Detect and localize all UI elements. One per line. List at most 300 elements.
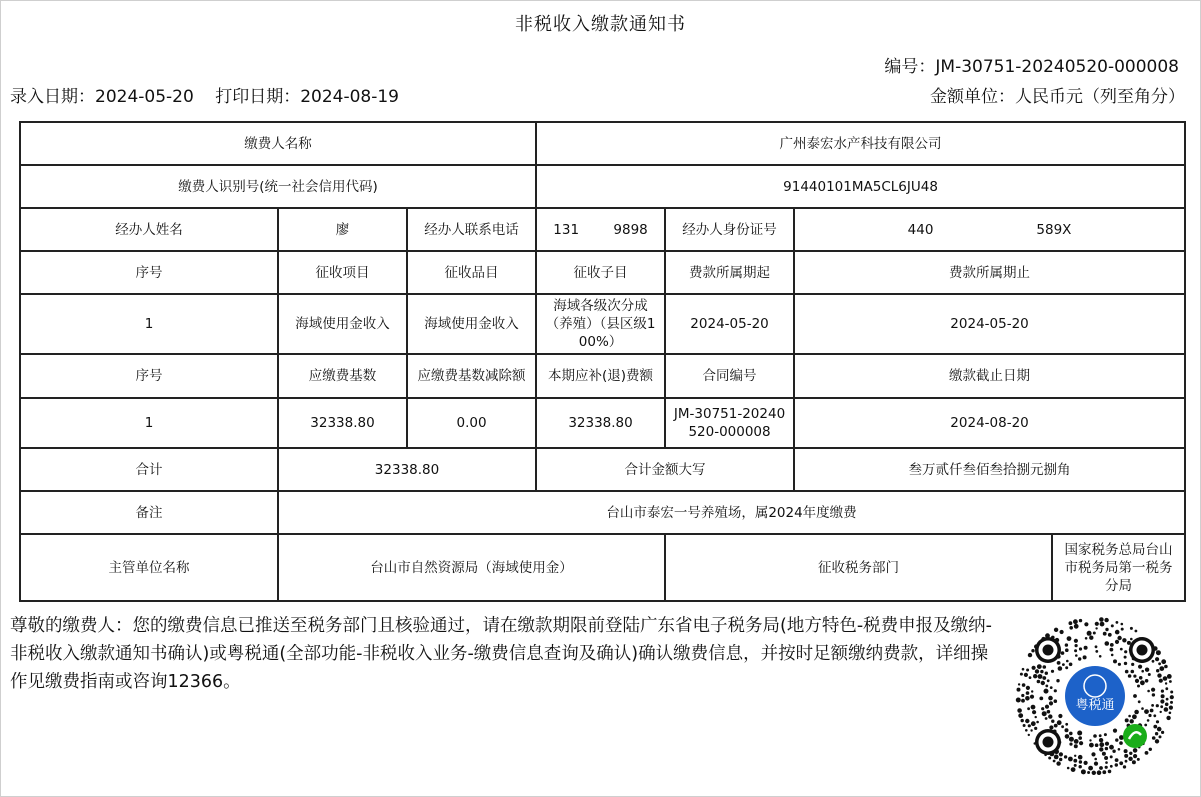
qr-dot bbox=[1110, 765, 1113, 768]
qr-dot bbox=[1164, 665, 1168, 669]
notice-table bbox=[19, 121, 1186, 602]
qr-dot bbox=[1058, 666, 1063, 671]
qr-dot bbox=[1088, 766, 1093, 771]
payer-id-label: 缴费人识别号(统一社会信用代码) bbox=[20, 165, 536, 208]
qr-dot bbox=[1036, 721, 1039, 724]
qr-dot bbox=[1151, 688, 1155, 692]
qr-dot bbox=[1156, 720, 1159, 723]
qr-dot bbox=[1051, 670, 1054, 673]
qr-dot bbox=[1078, 755, 1083, 760]
qr-dot bbox=[1097, 770, 1102, 775]
qr-dot bbox=[1079, 760, 1082, 763]
qr-dot bbox=[1095, 650, 1098, 653]
qr-dot bbox=[1112, 750, 1115, 753]
qr-dot bbox=[1148, 673, 1151, 676]
qr-dot bbox=[1093, 632, 1096, 635]
qr-dot bbox=[1145, 751, 1149, 755]
qr-dot bbox=[1025, 719, 1029, 723]
qr-dot bbox=[1020, 673, 1023, 676]
qr-dot bbox=[1091, 752, 1095, 756]
qr-dot bbox=[1016, 698, 1021, 703]
qr-dot bbox=[1025, 729, 1028, 732]
qr-dot bbox=[1099, 747, 1103, 751]
qr-dot bbox=[1130, 627, 1133, 630]
qr-dot bbox=[1084, 622, 1088, 626]
qr-dot bbox=[1134, 710, 1139, 715]
qr-dot bbox=[1125, 718, 1129, 722]
row-period-end: 2024-05-20 bbox=[794, 294, 1185, 354]
qr-dot bbox=[1148, 714, 1151, 717]
qr-dot bbox=[1115, 763, 1118, 766]
qr-dot bbox=[1161, 731, 1164, 734]
qr-dot bbox=[1160, 705, 1163, 708]
qr-finder-dot bbox=[1137, 645, 1148, 656]
qr-dot bbox=[1051, 720, 1054, 723]
qr-dot bbox=[1105, 766, 1108, 769]
qr-dot bbox=[1138, 665, 1142, 669]
qr-dot bbox=[1087, 771, 1090, 774]
remark: 台山市泰宏一号养殖场，属2024年度缴费 bbox=[278, 491, 1185, 534]
qr-dot bbox=[1075, 654, 1078, 657]
qr-dot bbox=[1165, 687, 1168, 690]
qr-dot bbox=[1132, 714, 1137, 719]
qr-dot bbox=[1123, 765, 1126, 768]
qr-dot bbox=[1110, 755, 1113, 758]
qr-dot bbox=[1166, 716, 1170, 720]
qr-label: 粤税通 bbox=[1075, 698, 1115, 713]
header-base: 应缴费基数 bbox=[278, 354, 407, 398]
payer-id: 91440101MA5CL6JU48 bbox=[536, 165, 1185, 208]
qr-dot bbox=[1081, 769, 1086, 774]
qr-dot bbox=[1069, 737, 1074, 742]
qr-dot bbox=[1074, 739, 1079, 744]
qr-dot bbox=[1113, 729, 1117, 733]
authority: 台山市自然资源局（海域使用金） bbox=[278, 534, 665, 601]
qr-dot bbox=[1115, 640, 1119, 644]
entry-date: 录入日期：2024-05-20 bbox=[10, 87, 194, 107]
qr-dot bbox=[1113, 659, 1117, 663]
qr-dot bbox=[1119, 761, 1123, 765]
qr-dot bbox=[1074, 624, 1079, 629]
qr-dot bbox=[1083, 655, 1087, 659]
qr-dot bbox=[1102, 752, 1106, 756]
qr-dot bbox=[1054, 699, 1058, 703]
qr-dot bbox=[1043, 665, 1047, 669]
qr-dot bbox=[1152, 693, 1155, 696]
qr-dot bbox=[1049, 725, 1053, 729]
notice-text: 尊敬的缴费人：您的缴费信息已推送至税务部门且核验通过，请在缴款期限前登陆广东省电子税务局(地方特色-税费申报及缴纳-非税收入缴款通知书确认)或粤税通(全部功能-非税收入业务-缴费信息查询及确认)确认缴费信息，并按时足额缴纳费款，详细操作见缴费指南或咨询12366。 bbox=[10, 616, 992, 692]
qr-dot bbox=[1037, 680, 1041, 684]
qr-dot bbox=[1121, 628, 1124, 631]
qr-dot bbox=[1115, 738, 1118, 741]
qr-dot bbox=[1145, 668, 1149, 672]
qr-dot bbox=[1040, 670, 1043, 673]
qr-dot bbox=[1031, 721, 1036, 726]
qr-dot bbox=[1049, 701, 1053, 705]
qr-dot bbox=[1105, 641, 1110, 646]
qr-dot bbox=[1067, 767, 1070, 770]
qr-code[interactable] bbox=[1010, 612, 1180, 780]
qr-dot bbox=[1151, 704, 1154, 707]
qr-dot bbox=[1045, 685, 1048, 688]
row-period-start: 2024-05-20 bbox=[665, 294, 794, 354]
qr-dot bbox=[1031, 649, 1034, 652]
table-row bbox=[20, 294, 1185, 354]
agent-idcard-label: 经办人身份证号 bbox=[665, 208, 794, 251]
qr-dot bbox=[1109, 745, 1114, 750]
qr-dot bbox=[1023, 724, 1026, 727]
qr-dot bbox=[1144, 724, 1147, 727]
qr-dot bbox=[1130, 719, 1134, 723]
qr-dot bbox=[1127, 641, 1131, 645]
qr-dot bbox=[1031, 705, 1036, 710]
row-deadline: 2024-08-20 bbox=[794, 398, 1185, 448]
qr-dot bbox=[1026, 669, 1029, 672]
qr-dot bbox=[1104, 756, 1108, 760]
qr-dot bbox=[1026, 691, 1030, 695]
qr-dot bbox=[1060, 630, 1064, 634]
qr-dot bbox=[1058, 714, 1062, 718]
qr-dot bbox=[1133, 694, 1137, 698]
qr-dot bbox=[1141, 707, 1144, 710]
qr-dot bbox=[1069, 732, 1073, 736]
qr-dot bbox=[1066, 660, 1069, 663]
qr-dot bbox=[1105, 628, 1108, 631]
qr-dot bbox=[1034, 727, 1037, 730]
qr-dot bbox=[1118, 663, 1121, 666]
qr-dot bbox=[1104, 618, 1108, 622]
qr-dot bbox=[1161, 690, 1164, 693]
qr-dot bbox=[1133, 754, 1137, 758]
qr-dot bbox=[1031, 690, 1033, 692]
qr-dot bbox=[1159, 666, 1164, 671]
qr-dot bbox=[1074, 755, 1076, 757]
qr-dot bbox=[1021, 694, 1024, 697]
qr-dot bbox=[1099, 766, 1103, 770]
table-row bbox=[20, 122, 1185, 165]
page-title: 非税收入缴款通知书 bbox=[515, 14, 686, 35]
qr-dot bbox=[1147, 719, 1150, 722]
qr-dot bbox=[1095, 622, 1099, 626]
wechat-miniprogram-icon bbox=[1123, 724, 1147, 748]
qr-dot bbox=[1035, 669, 1039, 673]
qr-dot bbox=[1169, 706, 1173, 710]
qr-dot bbox=[1133, 675, 1136, 678]
qr-dot bbox=[1155, 739, 1159, 743]
agent-name: 廖 bbox=[278, 208, 407, 251]
qr-dot bbox=[1099, 742, 1104, 747]
table-row bbox=[20, 165, 1185, 208]
qr-dot bbox=[1094, 758, 1097, 761]
qr-dot bbox=[1120, 648, 1123, 651]
qr-dot bbox=[1099, 617, 1104, 622]
qr-dot bbox=[1033, 674, 1037, 678]
qr-dot bbox=[1156, 650, 1161, 655]
qr-dot bbox=[1103, 632, 1107, 636]
qr-dot bbox=[1079, 765, 1082, 768]
qr-dot bbox=[1017, 688, 1021, 692]
qr-dot bbox=[1144, 709, 1149, 714]
qr-dot bbox=[1130, 638, 1133, 641]
qr-dot bbox=[1042, 676, 1046, 680]
qr-dot bbox=[1128, 715, 1131, 718]
qr-dot bbox=[1155, 657, 1159, 661]
header-subitem: 征收子目 bbox=[536, 251, 665, 294]
document-number: 编号：JM-30751-20240520-000008 bbox=[884, 57, 1179, 77]
qr-dot bbox=[1170, 695, 1174, 699]
qr-dot bbox=[1030, 729, 1032, 731]
row-subitem: 海域各级次分成（养殖）（县区级100%） bbox=[536, 294, 665, 354]
qr-dot bbox=[1152, 660, 1155, 663]
qr-dot bbox=[1125, 760, 1128, 763]
qr-dot bbox=[1124, 650, 1127, 653]
qr-dot bbox=[1095, 645, 1098, 648]
qr-dot bbox=[1128, 674, 1132, 678]
qr-dot bbox=[1032, 666, 1036, 670]
row-seq: 1 bbox=[20, 294, 278, 354]
qr-dot bbox=[1029, 676, 1032, 679]
qr-dot bbox=[1094, 762, 1098, 766]
qr-dot bbox=[1111, 624, 1114, 627]
qr-dot bbox=[1024, 673, 1028, 677]
header-period-end: 费款所属期止 bbox=[794, 251, 1185, 294]
qr-dot bbox=[1039, 697, 1043, 701]
row-contract: JM-30751-20240520-000008 bbox=[665, 398, 794, 448]
qr-dot bbox=[1167, 674, 1172, 679]
header-seq: 序号 bbox=[20, 251, 278, 294]
qr-dot bbox=[1028, 653, 1032, 657]
qr-dot bbox=[1159, 735, 1162, 738]
qr-dot bbox=[1064, 755, 1067, 758]
qr-dot bbox=[1022, 668, 1025, 671]
agent-phone: 131 9898 bbox=[536, 208, 665, 251]
qr-dot bbox=[1099, 734, 1102, 737]
qr-dot bbox=[1030, 695, 1034, 699]
authority-row bbox=[20, 534, 1185, 601]
qr-dot bbox=[1038, 674, 1043, 679]
qr-dot bbox=[1048, 696, 1053, 701]
print-date: 打印日期：2024-08-19 bbox=[215, 87, 399, 107]
total-words-label: 合计金额大写 bbox=[536, 448, 794, 491]
header-contract: 合同编号 bbox=[665, 354, 794, 398]
qr-dot bbox=[1057, 720, 1062, 725]
qr-dot bbox=[1018, 713, 1023, 718]
qr-dot bbox=[1071, 767, 1076, 772]
qr-dot bbox=[1124, 656, 1127, 659]
qr-dot bbox=[1059, 752, 1063, 756]
qr-dot bbox=[1045, 672, 1048, 675]
row-item: 海域使用金收入 bbox=[278, 294, 407, 354]
qr-dot bbox=[1079, 741, 1083, 745]
qr-dot bbox=[1140, 680, 1145, 685]
header-seq-2: 序号 bbox=[20, 354, 278, 398]
qr-dot bbox=[1105, 747, 1108, 750]
qr-dot bbox=[1074, 649, 1077, 652]
qr-dot bbox=[1095, 743, 1099, 747]
qr-dot bbox=[1099, 738, 1103, 742]
qr-dot bbox=[1153, 725, 1157, 729]
qr-dot bbox=[1048, 757, 1051, 760]
qr-dot bbox=[1075, 644, 1078, 647]
qr-dot bbox=[1137, 758, 1140, 761]
header-category: 征收品目 bbox=[407, 251, 536, 294]
qr-dot bbox=[1160, 711, 1162, 713]
qr-dot bbox=[1084, 646, 1088, 650]
date-line bbox=[10, 82, 399, 107]
qr-dot bbox=[1047, 679, 1050, 682]
qr-dot bbox=[1069, 626, 1073, 630]
qr-dot bbox=[1065, 666, 1068, 669]
qr-dot bbox=[1032, 710, 1036, 714]
qr-dot bbox=[1124, 749, 1128, 753]
table-header-row bbox=[20, 251, 1185, 294]
qr-dot bbox=[1115, 630, 1120, 635]
qr-dot bbox=[1145, 679, 1149, 683]
qr-dot bbox=[1069, 663, 1073, 667]
qr-dot bbox=[1139, 676, 1143, 680]
qr-dot bbox=[1100, 622, 1105, 627]
agent-idcard: 440 589X bbox=[794, 208, 1185, 251]
qr-dot bbox=[1057, 661, 1061, 665]
qr-dot bbox=[1163, 676, 1168, 681]
remark-label: 备注 bbox=[20, 491, 278, 534]
qr-dot bbox=[1135, 679, 1139, 683]
qr-dot bbox=[1170, 691, 1173, 694]
tax-dept-label: 征收税务部门 bbox=[665, 534, 1052, 601]
qr-dot bbox=[1110, 643, 1114, 647]
qr-dot bbox=[1157, 673, 1161, 677]
payer-name: 广州泰宏水产科技有限公司 bbox=[536, 122, 1185, 165]
qr-dot bbox=[1138, 700, 1141, 703]
qr-dot bbox=[1059, 758, 1062, 761]
qr-dot bbox=[1129, 752, 1132, 755]
qr-dot bbox=[1065, 728, 1069, 732]
header-reduction: 应缴费基数减除额 bbox=[407, 354, 536, 398]
qr-dot bbox=[1159, 679, 1163, 683]
qr-finder-dot bbox=[1043, 737, 1054, 748]
qr-dot bbox=[1117, 636, 1121, 640]
qr-dot bbox=[1041, 707, 1044, 710]
tax-dept: 国家税务总局台山市税务局第一税务分局 bbox=[1052, 534, 1185, 601]
qr-dot bbox=[1160, 699, 1164, 703]
qr-dot bbox=[1067, 636, 1072, 641]
qr-dot bbox=[1166, 698, 1169, 701]
qr-dot bbox=[1124, 662, 1127, 665]
qr-dot bbox=[1074, 764, 1077, 767]
qr-dot bbox=[1161, 659, 1166, 664]
qr-dot bbox=[1093, 734, 1097, 738]
qr-dot bbox=[1065, 643, 1068, 646]
qr-dot bbox=[1125, 670, 1129, 674]
qr-dot bbox=[1152, 736, 1156, 740]
qr-dot bbox=[1156, 704, 1159, 707]
header-deadline: 缴款截止日期 bbox=[794, 354, 1185, 398]
authority-label: 主管单位名称 bbox=[20, 534, 278, 601]
qr-dot bbox=[1044, 689, 1049, 694]
qr-dot bbox=[1121, 623, 1124, 626]
qr-dot bbox=[1028, 734, 1030, 736]
qr-dot bbox=[1131, 670, 1135, 674]
qr-dot bbox=[1169, 680, 1172, 683]
qr-dot bbox=[1045, 717, 1048, 720]
qr-dot bbox=[1089, 743, 1094, 748]
qr-dot bbox=[1054, 628, 1058, 632]
qr-dot bbox=[1037, 664, 1042, 669]
qr-dot bbox=[1050, 686, 1053, 689]
qr-dot bbox=[1048, 714, 1052, 718]
qr-dot bbox=[1108, 633, 1112, 637]
qr-dot bbox=[1102, 770, 1106, 774]
qr-dot bbox=[1116, 621, 1119, 624]
row-amount: 32338.80 bbox=[536, 398, 665, 448]
qr-dot bbox=[1105, 761, 1108, 764]
row-seq-2: 1 bbox=[20, 398, 278, 448]
total-amount: 32338.80 bbox=[278, 448, 536, 491]
qr-dot bbox=[1099, 655, 1102, 658]
qr-dot bbox=[1157, 727, 1162, 732]
qr-dot bbox=[1017, 708, 1022, 713]
qr-dot bbox=[1118, 748, 1121, 751]
qr-dot bbox=[1133, 748, 1138, 753]
qr-dot bbox=[1150, 709, 1154, 713]
qr-dot bbox=[1018, 683, 1020, 685]
qr-dot bbox=[1089, 739, 1091, 741]
qr-dot bbox=[1085, 637, 1088, 640]
qr-dot bbox=[1141, 670, 1144, 673]
agent-phone-label: 经办人联系电话 bbox=[407, 208, 536, 251]
qr-code-graphic bbox=[1010, 612, 1180, 780]
qr-dot bbox=[1110, 648, 1114, 652]
qr-dot bbox=[1054, 689, 1057, 692]
qr-dot bbox=[1169, 712, 1172, 715]
qr-dot bbox=[1069, 621, 1073, 625]
qr-dot bbox=[1021, 699, 1025, 703]
qr-dot bbox=[1056, 679, 1059, 682]
qr-dot bbox=[1078, 736, 1082, 740]
qr-dot bbox=[1028, 724, 1031, 727]
qr-dot bbox=[1131, 663, 1134, 666]
header-period-start: 费款所属期起 bbox=[665, 251, 794, 294]
qr-dot bbox=[1155, 732, 1158, 735]
qr-dot bbox=[1047, 710, 1051, 714]
qr-dot bbox=[1111, 654, 1114, 657]
qr-dot bbox=[1170, 701, 1173, 704]
qr-dot bbox=[1132, 760, 1136, 764]
qr-dot bbox=[1078, 657, 1081, 660]
qr-dot bbox=[1164, 707, 1169, 712]
qr-dot bbox=[1056, 761, 1060, 765]
qr-dot bbox=[1135, 630, 1138, 633]
qr-dot bbox=[1087, 631, 1092, 636]
header-item: 征收项目 bbox=[278, 251, 407, 294]
qr-dot bbox=[1073, 619, 1078, 624]
qr-dot bbox=[1122, 638, 1126, 642]
table-row bbox=[20, 398, 1185, 448]
qr-dot bbox=[1137, 685, 1140, 688]
qr-dot bbox=[1068, 757, 1073, 762]
qr-dot bbox=[1092, 771, 1096, 775]
qr-dot bbox=[1022, 683, 1026, 687]
qr-dot bbox=[1079, 647, 1082, 650]
qr-dot bbox=[1065, 734, 1070, 739]
qr-dot bbox=[1077, 731, 1082, 736]
total-row bbox=[20, 448, 1185, 491]
qr-dot bbox=[1054, 724, 1058, 728]
qr-dot bbox=[1105, 742, 1109, 746]
total-words: 叁万贰仟叁佰叁拾捌元捌角 bbox=[794, 448, 1185, 491]
qr-dot bbox=[1149, 748, 1152, 751]
qr-dot bbox=[1115, 758, 1119, 762]
